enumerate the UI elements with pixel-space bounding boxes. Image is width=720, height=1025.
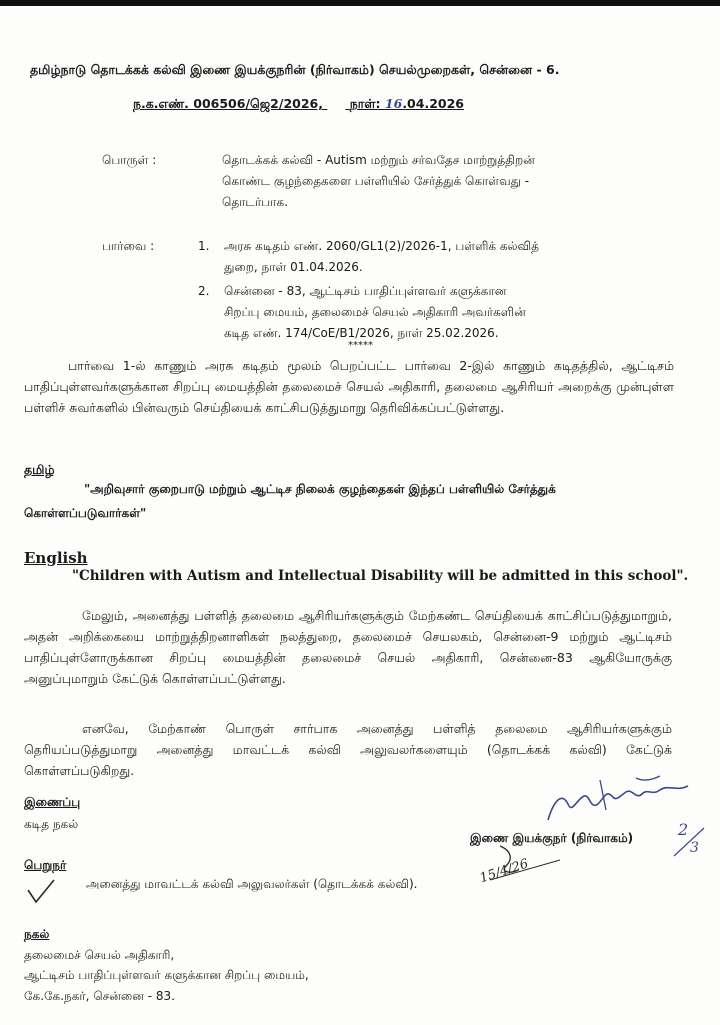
tick-mark-icon [24, 876, 58, 906]
reference-2-line-3: கடித எண். 174/CoE/B1/2026, நாள் 25.02.2026. [224, 326, 499, 340]
handwritten-date: 15/4/26 [478, 856, 531, 887]
page-marker-bottom: 3 [690, 840, 699, 856]
reference-1-line-1: அரசு கடிதம் எண். 2060/GL1(2)/2026-1, பள்ளிக் கல்வித் [224, 239, 539, 253]
handwritten-day: 16 [384, 96, 403, 111]
subject-line-3: தொடர்பாக. [222, 195, 288, 209]
copy-heading: நகல் [24, 927, 50, 941]
reference-2-line-1: சென்னை - 83, ஆட்டிசம் பாதிப்புள்ளவர் களுக்கான [224, 284, 507, 298]
page-marker-top: 2 [678, 820, 689, 839]
body-paragraph-3: எனவே, மேற்காண் பொருள் சார்பாக அனைத்து பள்ளித் தலைமை ஆசிரியர்களுக்கும் தெரியப்படுத்துமாறு அனைத்து மாவட்டக் கல்வி அலுவலர்களையும் (தொடக்கக் கல்வி) கேட்டுக் கொள்ளப்படுகிறது. [24, 721, 672, 778]
reference-1-line-2: துறை, நாள் 01.04.2026. [224, 260, 363, 274]
tamil-quote-line-1: "அறிவுசார் குறைபாடு மற்றும் ஆட்டிச நிலைக் குழந்தைகள் இந்தப் பள்ளியில் சேர்த்துக் [84, 482, 556, 496]
copy-line-2: ஆட்டிசம் பாதிப்புள்ளவர் களுக்கான சிறப்பு மையம், [24, 968, 309, 982]
reference-number [133, 96, 464, 113]
enclosure-heading: இணைப்பு [24, 795, 81, 809]
signature [540, 770, 700, 830]
date-rest: .04.2026 [402, 96, 464, 111]
subject-label: பொருள் : [102, 153, 157, 167]
page-marker-slash [670, 822, 710, 862]
copy-line-3: கே.கே.நகர், சென்னை - 83. [24, 989, 175, 1003]
separator-stars: ***** [348, 340, 373, 351]
reference-2-line-2: சிறப்பு மையம், தலைமைச் செயல் அதிகாரி அவர்களின் [224, 305, 526, 319]
english-quote: "Children with Autism and Intellectual Disability will be admitted in this school". [72, 568, 689, 584]
tamil-heading: தமிழ் [24, 462, 55, 477]
signatory-title: இணை இயக்குநர் (நிர்வாகம்) [470, 831, 634, 845]
body-paragraph-1: பார்வை 1-ல் காணும் அரசு கடிதம் மூலம் பெறப்பட்ட பார்வை 2-இல் காணும் கடிதத்தில், ஆட்டிசம் பாதிப்புள்ளவர்களுக்கான சிறப்பு மையத்தின் தலைமைச் செயல் அதிகாரி, தலைமை ஆசிரியர் அறைக்கு முன்புள்ள பள்ளிச் சுவர்களில் பின்வரும் செய்தியைக் காட்சிபடுத்துமாறு தெரிவிக்கப்பட்டுள்ளது. [24, 358, 674, 415]
recipients-item: அனைத்து மாவட்டக் கல்வி அலுவலர்கள் (தொடக்கக் கல்வி). [86, 877, 418, 891]
reference-label: பார்வை : [102, 239, 155, 253]
scan-top-border [0, 0, 720, 6]
copy-line-1: தலைமைச் செயல் அதிகாரி, [24, 948, 175, 962]
enclosure-item: கடித நகல் [24, 817, 79, 831]
body-paragraph-2: மேலும், அனைத்து பள்ளித் தலைமை ஆசிரியர்களுக்கும் மேற்கண்ட செய்தியைக் காட்சிப்படுத்துமாறும், அதன் அறிக்கையை மாற்றுத்திறனாளிகள் நலத்துறை, தலைமைச் செயலகம், சென்னை-9 மற்றும் ஆட்டிசம் பாதிப்புள்ளோருக்கான சிறப்பு மையத்தின் தலைமைச் செயல் அதிகாரி, சென்னை-83 ஆகியோருக்கு அனுப்புமாறும் கேட்டுக் கொள்ளப்பட்டுள்ளது. [24, 608, 672, 686]
reference-2-num: 2. [198, 284, 210, 298]
tamil-quote-line-2: கொள்ளப்படுவார்கள்" [24, 506, 147, 520]
reference-1-num: 1. [198, 239, 210, 253]
english-heading: English [24, 549, 88, 567]
recipients-heading: பெறுநர் [24, 858, 67, 872]
subject-line-1: தொடக்கக் கல்வி - Autism மற்றும் சர்வதேச மாற்றுத்திறன் [222, 153, 535, 167]
date-label: நாள்: [349, 96, 381, 111]
ref-no: ந.க.எண். 006506/ஜெ2/2026, [133, 96, 323, 111]
subject-line-2: கொண்ட குழந்தைகளை பள்ளியில் சேர்த்துக் கொள்வது - [222, 174, 530, 188]
office-header: தமிழ்நாடு தொடக்கக் கல்வி இணை இயக்குநரின் (நிர்வாகம்) செயல்முறைகள், சென்னை - 6. [30, 62, 560, 77]
